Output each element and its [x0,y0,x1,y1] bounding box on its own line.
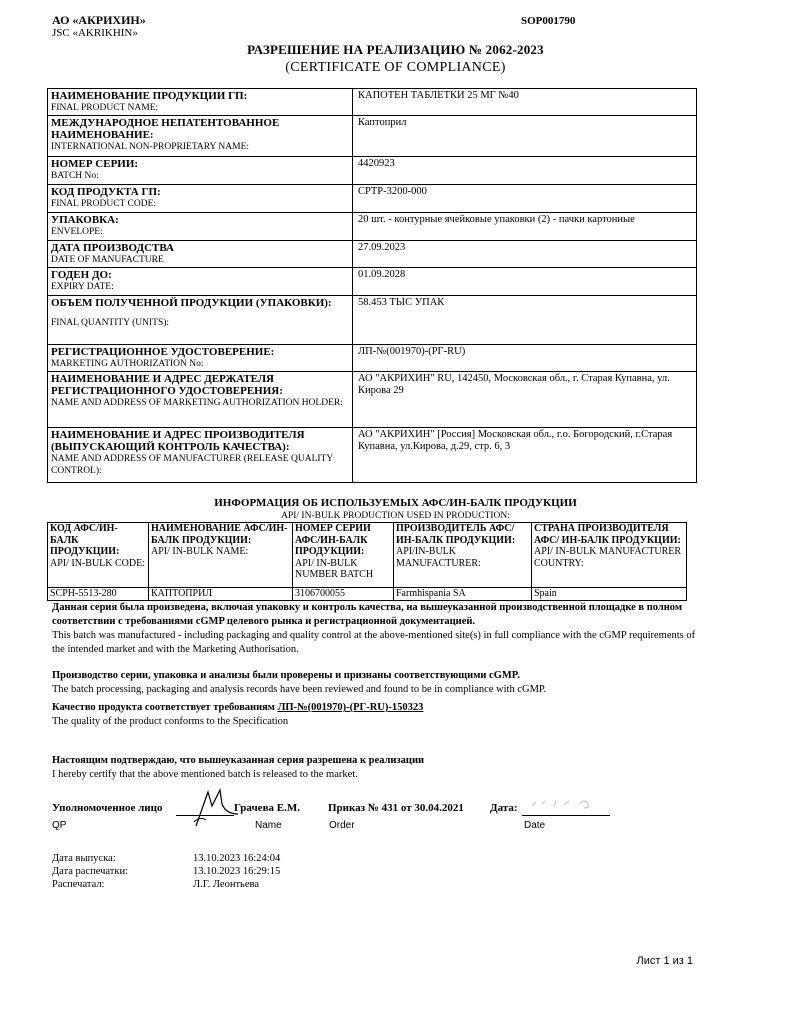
page-title: РАЗРЕШЕНИЕ НА РЕАЛИЗАЦИЮ № 2062-2023 [247,42,544,57]
row-label-ru: ОБЪЕМ ПОЛУЧЕННОЙ ПРОДУКЦИИ (УПАКОВКИ): [51,297,332,309]
row-value: 01.09.2028 [358,269,406,280]
row-label-en: FINAL PRODUCT NAME: [51,103,159,113]
api-section-subtitle: API/ IN-BULK PRODUCTION USED IN PRODUCTION: [281,511,510,521]
api-col-name: НАИМЕНОВАНИЕ АФС/ИН-БАЛК ПРОДУКЦИИ: API/ IN-BULK NAME: [149,523,293,588]
row-label-en: BATCH No: [51,171,99,181]
row-value: АО "АКРИХИН" RU, 142450, Московская обл., г. Старая Купавна, ул. Кирова 29 [358,373,670,396]
api-cell: КАПТОПРИЛ [149,588,293,601]
certification-en: I hereby certify that the above mentioned batch is released to the market. [52,769,358,780]
name-label: Name [255,820,282,831]
table-row [48,428,697,483]
table-row [48,157,697,185]
date-line [522,815,610,816]
statement-1-en: This batch was manufactured - including packaging and quality control at the above-mentioned site(s) in full compliance with the cGMP requirements of the intended market and with the Marketing Authorisation. [52,630,696,655]
order: Приказ № 431 от 30.04.2021 [328,802,464,814]
row-value: АО "АКРИХИН" [Россия] Московская обл., г.о. Богородский, г.Старая Купавна, ул.Кирова, д.29, стр. 6, 3 [358,429,673,452]
page-subtitle: (CERTIFICATE OF COMPLIANCE) [285,60,506,75]
row-label-en: DATE OF MANUFACTURE [51,255,164,265]
date-label-ru: Дата: [490,802,518,814]
document-code: SOP001790 [521,15,576,27]
statement-3 [52,701,697,729]
row-value: CPTP-3200-000 [358,186,427,197]
row-label-ru: ГОДЕН ДО: [51,269,112,281]
row-label-en: ENVELOPE: [51,227,103,237]
date-label-en: Date [524,820,546,831]
certification-ru: Настоящим подтверждаю, что вышеуказанная серия разрешена к реализации [52,755,425,766]
row-value: ЛП-№(001970)-(РГ-RU) [358,346,466,357]
row-label-en: INTERNATIONAL NON-PROPRIETARY NAME: [51,142,250,152]
row-label-ru: КОД ПРОДУКТА ГП: [51,186,161,198]
row-label-en: NAME AND ADDRESS OF MANUFACTURER (RELEASE QUALITY CONTROL): [51,454,333,476]
statement-1-ru: Данная серия была произведена, включая упаковку и контроль качества, на вышеуказанной производственной площадке в полном соответствии с требованиями cGMP целевого рынка и регистрационной документацией. [52,602,682,627]
qp-label-ru: Уполномоченное лицо [52,802,163,814]
table-row [48,372,697,428]
statement-3-ru: Качество продукта соответствует требованиям [52,702,275,713]
company-block [52,14,146,40]
table-row [48,185,697,213]
row-label-ru: УПАКОВКА: [51,214,119,226]
api-cell: 3106700055 [293,588,394,601]
api-col-batch: НОМЕР СЕРИИ АФС/ИН-БАЛК ПРОДУКЦИИ: API/ IN-BULK NUMBER BATCH [293,523,394,588]
printed-by-value: Л.Г. Леонтьева [193,879,259,890]
issue-date-row [52,853,352,867]
printed-by-row [52,879,352,893]
row-value: КАПОТЕН ТАБЛЕТКИ 25 МГ №40 [358,90,519,101]
row-value: Каптоприл [358,117,407,128]
row-label-ru: РЕГИСТРАЦИОННОЕ УДОСТОВЕРЕНИЕ: [51,346,275,358]
printed-by-label: Распечатал: [52,879,105,890]
print-date-row [52,866,352,880]
statement-2 [52,669,697,697]
row-value: 4420923 [358,158,395,169]
row-label-ru: НАИМЕНОВАНИЕ И АДРЕС ДЕРЖАТЕЛЯ РЕГИСТРАЦИОННОГО УДОСТОВЕРЕНИЯ: [51,373,283,397]
table-row [48,268,697,296]
api-table [47,522,687,601]
qp-name: Грачева Е.М. [234,802,300,814]
row-label-en: NAME AND ADDRESS OF MARKETING AUTHORIZATION HOLDER: [51,398,343,408]
row-label-en: FINAL QUANTITY (UNITS): [51,318,170,328]
row-label-ru: ДАТА ПРОИЗВОДСТВА [51,242,174,254]
specification-reference: ЛП-№(001970)-(РГ-RU)-150323 [277,702,424,713]
print-date-value: 13.10.2023 16:29:15 [193,866,281,877]
statement-1 [52,601,697,657]
product-info-table [47,88,697,483]
statement-2-en: The batch processing, packaging and analysis records have been reviewed and found to be in compliance with cGMP. [52,684,547,695]
row-label-en: FINAL PRODUCT CODE: [51,199,157,209]
order-label: Order [329,820,355,831]
table-row [48,116,697,157]
row-label-en: EXPIRY DATE: [51,282,114,292]
company-name-en: JSC «AKRIKHIN» [52,27,138,39]
row-label-ru: НАИМЕНОВАНИЕ ПРОДУКЦИИ ГП: [51,90,248,102]
table-row [48,213,697,241]
certification [52,754,697,782]
row-value: 27.09.2023 [358,242,406,253]
row-label-ru: МЕЖДУНАРОДНОЕ НЕПАТЕНТОВАННОЕ НАИМЕНОВАНИЕ: [51,117,280,141]
api-cell: SCPH-5513-280 [48,588,149,601]
table-row [48,588,687,601]
row-label-ru: НАИМЕНОВАНИЕ И АДРЕС ПРОИЗВОДИТЕЛЯ (ВЫПУСКАЮЩИЙ КОНТРОЛЬ КАЧЕСТВА): [51,429,305,453]
statement-3-en: The quality of the product conforms to the Specification [52,716,289,727]
row-label-ru: НОМЕР СЕРИИ: [51,158,139,170]
issue-date-label: Дата выпуска: [52,853,116,864]
page-number: Лист 1 из 1 [636,955,693,967]
row-value: 58.453 ТЫС УПАК [358,297,445,308]
company-name-ru: АО «АКРИХИН» [52,13,146,27]
table-row [48,89,697,116]
row-label-en: MARKETING AUTHORIZATION No: [51,359,204,369]
table-row [48,345,697,372]
api-section-title: ИНФОРМАЦИЯ ОБ ИСПОЛЬЗУЕМЫХ АФС/ИН-БАЛК ПРОДУКЦИИ [214,497,577,509]
table-row [48,296,697,345]
row-value: 20 шт. - контурные ячейковые упаковки (2) - пачки картонные [358,214,635,225]
date-handwriting-icon [528,796,608,812]
api-cell: Farmhispania SA [394,588,532,601]
api-col-country: СТРАНА ПРОИЗВОДИТЕЛЯ АФС/ ИН-БАЛК ПРОДУКЦИИ: API/ IN-BULK MANUFACTURER COUNTRY: [532,523,687,588]
api-col-manufacturer: ПРОИЗВОДИТЕЛЬ АФС/ ИН-БАЛК ПРОДУКЦИИ: API/IN-BULK MANUFACTURER: [394,523,532,588]
api-col-code: КОД АФС/ИН-БАЛК ПРОДУКЦИИ: API/ IN-BULK CODE: [48,523,149,588]
api-cell: Spain [532,588,687,601]
qp-label-en: QP [52,820,67,831]
statement-2-ru: Производство серии, упаковка и анализы были проверены и признаны соответствующими cGMP. [52,670,520,681]
print-date-label: Дата распечатки: [52,866,129,877]
issue-date-value: 13.10.2023 16:24:04 [193,853,281,864]
table-row [48,241,697,268]
api-header-row [48,523,687,588]
